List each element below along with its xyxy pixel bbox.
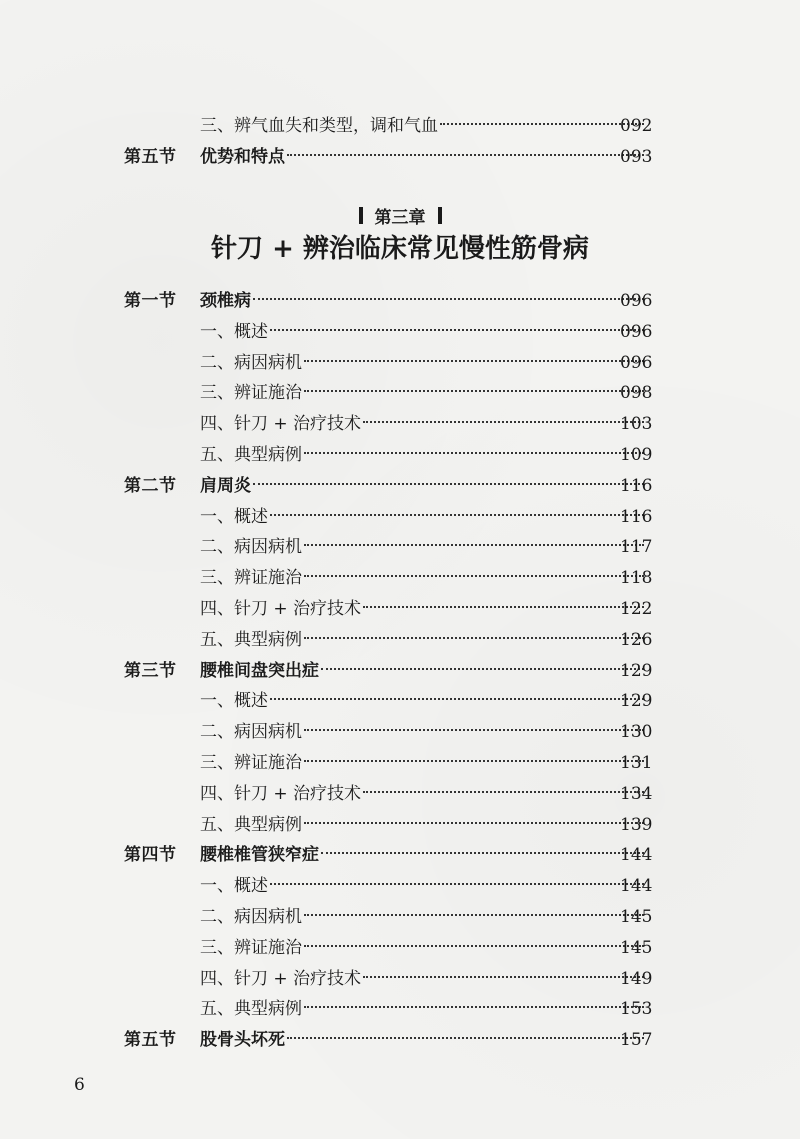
page-ref: 129 bbox=[620, 661, 653, 681]
page-ref: 096 bbox=[620, 291, 653, 311]
entry-title: 三、辨证施治 bbox=[200, 383, 302, 403]
toc-subsection-row[interactable] bbox=[0, 686, 800, 717]
section-label: 第二节 bbox=[124, 476, 177, 496]
entry-title-wrap bbox=[200, 502, 646, 533]
page-ref: 131 bbox=[620, 753, 653, 773]
entry-title: 四、针刀 + 治疗技术 bbox=[200, 784, 362, 804]
page-ref: 145 bbox=[620, 907, 653, 927]
toc-section-row[interactable] bbox=[0, 142, 800, 173]
dot-leader bbox=[287, 1037, 644, 1039]
entry-title-wrap bbox=[200, 1025, 646, 1056]
entry-title: 四、针刀 + 治疗技术 bbox=[200, 599, 362, 619]
entry-title: 二、病因病机 bbox=[200, 722, 302, 742]
page-ref: 144 bbox=[620, 845, 653, 865]
dot-leader bbox=[304, 1006, 644, 1008]
entry-title-wrap bbox=[200, 840, 646, 871]
toc-subsection-row[interactable] bbox=[0, 532, 800, 563]
dot-leader bbox=[253, 483, 644, 485]
page-ref: 116 bbox=[620, 507, 653, 527]
page-ref: 116 bbox=[620, 476, 653, 496]
dot-leader bbox=[287, 154, 644, 156]
dot-leader bbox=[440, 123, 644, 125]
dot-leader bbox=[304, 822, 644, 824]
dot-leader bbox=[304, 945, 644, 947]
toc-subsection-row[interactable] bbox=[0, 378, 800, 409]
entry-title: 二、病因病机 bbox=[200, 353, 302, 373]
dot-leader bbox=[304, 637, 644, 639]
toc-section-row[interactable] bbox=[0, 286, 800, 317]
toc-subsection-row[interactable] bbox=[0, 994, 800, 1025]
page-ref: 139 bbox=[620, 815, 653, 835]
dot-leader bbox=[321, 668, 644, 670]
dot-leader bbox=[270, 329, 644, 331]
dot-leader bbox=[363, 606, 644, 608]
chapter-label bbox=[0, 200, 800, 230]
entry-title: 一、概述 bbox=[200, 876, 268, 896]
dot-leader bbox=[270, 883, 644, 885]
entry-title-wrap bbox=[200, 902, 646, 933]
entry-title: 三、辨气血失和类型，调和气血 bbox=[200, 116, 438, 136]
toc-subsection-row[interactable] bbox=[0, 779, 800, 810]
dot-leader bbox=[304, 544, 644, 546]
entry-title-wrap bbox=[200, 717, 646, 748]
toc-subsection-row[interactable] bbox=[0, 440, 800, 471]
toc-subsection-row[interactable] bbox=[0, 748, 800, 779]
toc-section-row[interactable] bbox=[0, 1025, 800, 1056]
dot-leader bbox=[270, 698, 644, 700]
entry-title: 肩周炎 bbox=[200, 476, 251, 496]
chapter-label-text: 第三章 bbox=[374, 207, 426, 228]
entry-title-wrap bbox=[200, 933, 646, 964]
chapter-bar-left bbox=[359, 207, 363, 224]
entry-title: 三、辨证施治 bbox=[200, 938, 302, 958]
toc-subsection-row[interactable] bbox=[0, 348, 800, 379]
entry-title-wrap bbox=[200, 871, 646, 902]
section-label: 第一节 bbox=[124, 291, 177, 311]
entry-title: 四、针刀 + 治疗技术 bbox=[200, 414, 362, 434]
entry-title: 二、病因病机 bbox=[200, 907, 302, 927]
section-label: 第三节 bbox=[124, 661, 177, 681]
toc-subsection-row[interactable] bbox=[0, 810, 800, 841]
toc-subsection-row[interactable] bbox=[0, 409, 800, 440]
page-ref: 144 bbox=[620, 876, 653, 896]
entry-title-wrap bbox=[200, 142, 646, 173]
page-ref: 118 bbox=[620, 568, 653, 588]
dot-leader bbox=[321, 852, 644, 854]
page-ref: 096 bbox=[620, 353, 653, 373]
entry-title-wrap bbox=[200, 378, 646, 409]
entry-title-wrap bbox=[200, 440, 646, 471]
page-ref: 109 bbox=[620, 445, 653, 465]
entry-title-wrap bbox=[200, 594, 646, 625]
entry-title: 二、病因病机 bbox=[200, 537, 302, 557]
entry-title: 五、典型病例 bbox=[200, 815, 302, 835]
page-ref: 153 bbox=[620, 999, 653, 1019]
entry-title: 一、概述 bbox=[200, 691, 268, 711]
entry-title: 四、针刀 + 治疗技术 bbox=[200, 969, 362, 989]
page-ref: 096 bbox=[620, 322, 653, 342]
dot-leader bbox=[270, 514, 644, 516]
dot-leader bbox=[363, 791, 644, 793]
entry-title: 一、概述 bbox=[200, 507, 268, 527]
dot-leader bbox=[304, 390, 644, 392]
page-ref: 134 bbox=[620, 784, 653, 804]
page-ref: 126 bbox=[620, 630, 653, 650]
toc-subsection-row[interactable] bbox=[0, 111, 800, 142]
entry-title-wrap bbox=[200, 348, 646, 379]
toc-section-row[interactable] bbox=[0, 656, 800, 687]
entry-title: 三、辨证施治 bbox=[200, 568, 302, 588]
toc-subsection-row[interactable] bbox=[0, 625, 800, 656]
entry-title: 腰椎间盘突出症 bbox=[200, 661, 319, 681]
entry-title-wrap bbox=[200, 810, 646, 841]
entry-title: 五、典型病例 bbox=[200, 999, 302, 1019]
page-number: 6 bbox=[74, 1075, 85, 1095]
dot-leader bbox=[304, 760, 644, 762]
dot-leader bbox=[363, 421, 644, 423]
dot-leader bbox=[304, 452, 644, 454]
entry-title-wrap bbox=[200, 286, 646, 317]
page-ref: 145 bbox=[620, 938, 653, 958]
toc-subsection-row[interactable] bbox=[0, 964, 800, 995]
page-ref: 149 bbox=[620, 969, 653, 989]
dot-leader bbox=[363, 976, 644, 978]
page-ref: 157 bbox=[620, 1030, 653, 1050]
chapter-title: 针刀 + 辨治临床常见慢性筋骨病 bbox=[211, 234, 589, 264]
entry-title-wrap bbox=[200, 686, 646, 717]
dot-leader bbox=[304, 914, 644, 916]
page-ref: 130 bbox=[620, 722, 653, 742]
dot-leader bbox=[304, 575, 644, 577]
entry-title-wrap bbox=[200, 656, 646, 687]
page-ref: 093 bbox=[620, 147, 653, 167]
toc-subsection-row[interactable] bbox=[0, 502, 800, 533]
toc-subsection-row[interactable] bbox=[0, 594, 800, 625]
dot-leader bbox=[304, 729, 644, 731]
entry-title: 颈椎病 bbox=[200, 291, 251, 311]
entry-title: 股骨头坏死 bbox=[200, 1030, 285, 1050]
toc-subsection-row[interactable] bbox=[0, 717, 800, 748]
toc-section-row[interactable] bbox=[0, 840, 800, 871]
entry-title: 五、典型病例 bbox=[200, 630, 302, 650]
page-ref: 103 bbox=[620, 414, 653, 434]
toc-subsection-row[interactable] bbox=[0, 563, 800, 594]
entry-title-wrap bbox=[200, 409, 646, 440]
entry-title: 腰椎椎管狭窄症 bbox=[200, 845, 319, 865]
toc-subsection-row[interactable] bbox=[0, 317, 800, 348]
page-ref: 098 bbox=[620, 383, 653, 403]
chapter-bar-right bbox=[438, 207, 442, 224]
page-ref: 092 bbox=[620, 116, 653, 136]
entry-title: 五、典型病例 bbox=[200, 445, 302, 465]
entry-title-wrap bbox=[200, 964, 646, 995]
page-ref: 122 bbox=[620, 599, 653, 619]
entry-title-wrap bbox=[200, 317, 646, 348]
toc-subsection-row[interactable] bbox=[0, 902, 800, 933]
entry-title: 一、概述 bbox=[200, 322, 268, 342]
section-label: 第五节 bbox=[124, 1030, 177, 1050]
section-label: 第五节 bbox=[124, 147, 177, 167]
entry-title-wrap bbox=[200, 111, 646, 142]
entry-title-wrap bbox=[200, 994, 646, 1025]
entry-title-wrap bbox=[200, 748, 646, 779]
page-ref: 129 bbox=[620, 691, 653, 711]
dot-leader bbox=[304, 360, 644, 362]
toc-subsection-row[interactable] bbox=[0, 871, 800, 902]
entry-title-wrap bbox=[200, 532, 646, 563]
entry-title: 优势和特点 bbox=[200, 147, 285, 167]
page-ref: 117 bbox=[620, 537, 653, 557]
entry-title-wrap bbox=[200, 625, 646, 656]
entry-title-wrap bbox=[200, 563, 646, 594]
entry-title-wrap bbox=[200, 471, 646, 502]
dot-leader bbox=[253, 298, 644, 300]
section-label: 第四节 bbox=[124, 845, 177, 865]
entry-title: 三、辨证施治 bbox=[200, 753, 302, 773]
toc-section-row[interactable] bbox=[0, 471, 800, 502]
toc-subsection-row[interactable] bbox=[0, 933, 800, 964]
entry-title-wrap bbox=[200, 779, 646, 810]
